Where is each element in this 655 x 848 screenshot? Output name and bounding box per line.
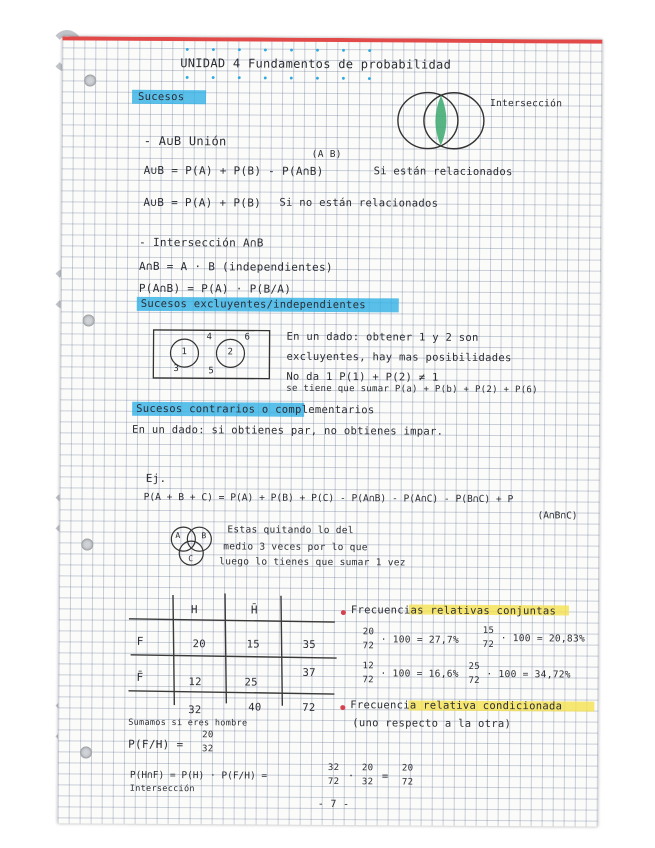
example-note: medio 3 veces por lo que — [223, 541, 368, 554]
frecuencia-condicionada-sub: (uno respecto a la otra) — [352, 717, 512, 731]
int-numerator: 20 — [401, 763, 414, 774]
table-col-header: H — [190, 603, 198, 617]
freq-denominator: 72 — [482, 639, 495, 651]
dice-number: 1 — [181, 347, 188, 358]
table-cell: 20 — [192, 638, 206, 651]
multiply-dot: · — [347, 770, 355, 783]
excluyentes-text: No da 1 P(1) + P(2) ≠ 1 — [286, 370, 439, 384]
table-row-header: F — [136, 634, 144, 648]
punch-hole — [84, 74, 96, 86]
excluyentes-text: En un dado: obtener 1 y 2 son — [286, 330, 479, 344]
title-dots-top: • • • • • • • • — [184, 45, 380, 58]
example-note: Estas quitando lo del — [227, 524, 354, 537]
cond-numerator: 20 — [202, 730, 214, 741]
intersection-heading: - Intersección A∩B — [139, 235, 264, 250]
three-set-venn — [163, 521, 223, 571]
page-title: UNIDAD 4 Fundamentos de probabilidad — [180, 56, 452, 72]
example-formula-tail: (A∩B∩C) — [537, 510, 578, 522]
int-denominator: 32 — [361, 777, 374, 788]
frecuencia-condicionada-heading: Frecuencia relativa condicionada — [350, 699, 563, 713]
page-number: - 7 - — [317, 798, 350, 811]
freq-numerator: 20 — [362, 627, 375, 638]
dice-number: 3 — [173, 364, 180, 375]
intersection-formula: P(A∩B) = P(A) · P(B/A) — [138, 281, 292, 296]
conditional-probability: P(F/H) = — [128, 737, 184, 752]
excluyentes-text: se tiene que sumar P(a) + P(b) + P(2) + P(6) — [286, 383, 538, 396]
freq-result: · 100 = 16,6% — [380, 668, 459, 680]
int-denominator: 72 — [327, 776, 340, 788]
union-heading: - A∪B Unión — [143, 133, 227, 149]
punch-hole — [83, 314, 95, 326]
union-note: (A B) — [311, 148, 342, 161]
contrarios-text: En un dado: si obtienes par, no obtienes impar. — [131, 423, 444, 438]
dice-number: 5 — [208, 366, 215, 377]
intersection-venn-diagram — [392, 86, 502, 157]
intersection-footer-label: Intersección — [129, 783, 195, 795]
table-cell: 12 — [188, 676, 202, 689]
dice-number: 4 — [206, 332, 213, 343]
excluyentes-heading: Sucesos excluyentes/independientes — [140, 297, 366, 312]
union-related-note: Si están relacionados — [373, 165, 513, 179]
example-note: luego lo tienes que sumar 1 vez — [219, 556, 406, 569]
frecuencias-conjuntas-heading: Frecuencias relativas conjuntas — [350, 604, 557, 618]
dice-number: 2 — [227, 347, 234, 358]
venn-label-a: A — [175, 531, 181, 541]
title-dots-bottom: • • • • • • • • — [184, 73, 380, 86]
equals-sign: = — [381, 770, 389, 783]
freq-numerator: 12 — [362, 661, 375, 672]
cond-denominator: 32 — [202, 744, 214, 755]
union-formula-unrelated: A∪B = P(A) + P(B) — [143, 195, 262, 210]
notebook-page — [58, 36, 603, 826]
table-cell: 37 — [302, 666, 316, 679]
interseccion-label: Intersección — [489, 97, 563, 110]
table-cell: 15 — [246, 638, 260, 651]
bullet — [341, 610, 346, 615]
intersection-conditional-formula: P(H∩F) = P(H) · P(F/H) = — [129, 769, 268, 782]
table-total: 72 — [302, 701, 316, 714]
freq-result: · 100 = 27,7% — [380, 634, 460, 646]
freq-denominator: 72 — [468, 675, 480, 686]
table-cell: 25 — [244, 676, 258, 689]
venn-label-b: B — [201, 531, 207, 541]
int-denominator: 72 — [401, 777, 414, 788]
union-formula-related: A∪B = P(A) + P(B) - P(A∩B) — [143, 163, 324, 178]
contingency-table-grid — [128, 593, 339, 717]
freq-denominator: 72 — [362, 675, 374, 686]
union-unrelated-note: Si no están relacionados — [279, 196, 439, 210]
table-total: 32 — [188, 704, 202, 717]
dice-number: 6 — [244, 332, 251, 343]
int-numerator: 20 — [361, 763, 374, 774]
freq-result: · 100 = 20,83% — [500, 633, 586, 645]
example-formula: P(A + B + C) = P(A) + P(B) + P(C) - P(A∩B) - P(A∩C) - P(B∩C) + P — [143, 491, 514, 506]
table-total: 40 — [248, 701, 262, 714]
punch-hole — [80, 746, 92, 758]
punch-hole — [81, 538, 93, 550]
intersection-independent: A∩B = A · B (independientes) — [138, 259, 333, 275]
bullet — [340, 705, 345, 710]
freq-numerator: 25 — [468, 661, 481, 672]
freq-numerator: 15 — [482, 625, 495, 637]
int-numerator: 32 — [327, 762, 340, 774]
table-col-header: H̄ — [250, 603, 258, 617]
freq-denominator: 72 — [362, 641, 375, 652]
excluyentes-text: excluyentes, hay mas posibilidades — [286, 350, 512, 365]
table-cell: 35 — [302, 638, 316, 651]
contrarios-heading: Sucesos contrarios o complementarios — [136, 402, 375, 417]
table-row-header: F̄ — [136, 670, 144, 684]
freq-result: · 100 = 34,72% — [486, 668, 571, 681]
example-label: Ej. — [145, 471, 167, 486]
sucesos-label: Sucesos — [138, 90, 185, 104]
venn-label-c: C — [188, 554, 194, 564]
conditional-note: Sumamos si eres hombre — [128, 717, 248, 729]
